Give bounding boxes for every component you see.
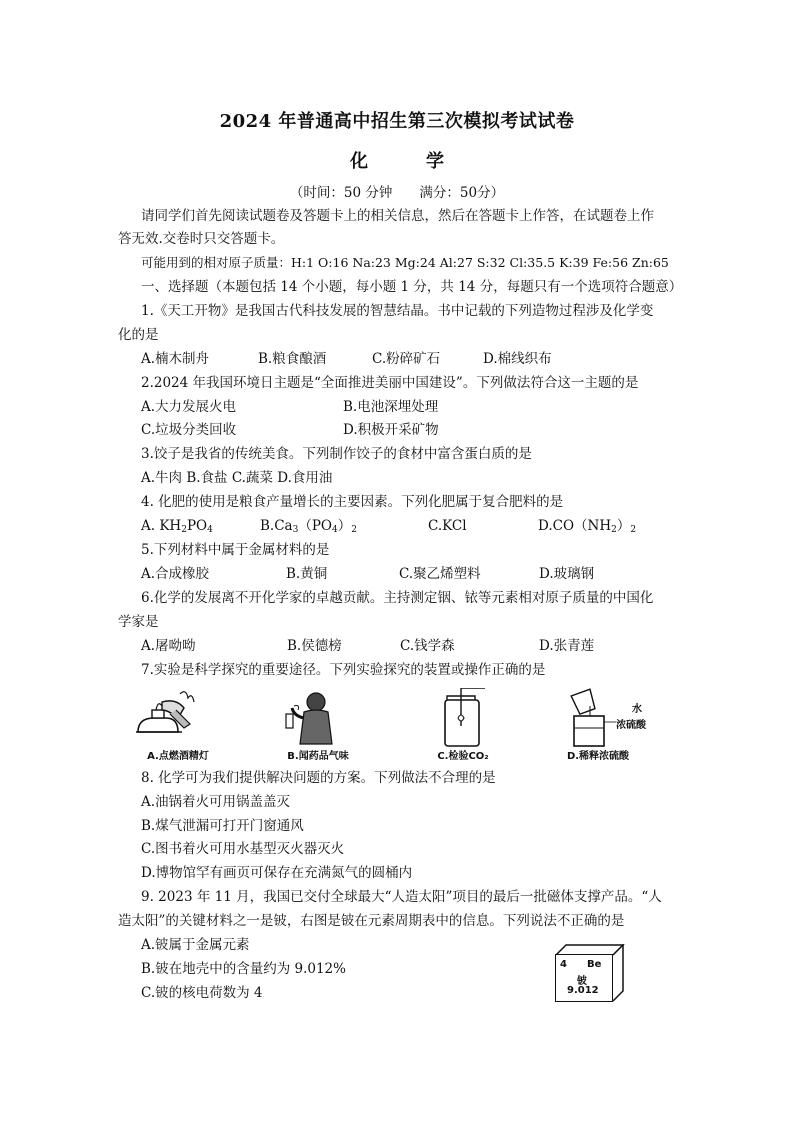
q5-option-c: C.聚乙烯塑料 xyxy=(399,566,481,582)
q5-stem: 5.下列材料中属于金属材料的是 xyxy=(141,542,330,558)
q1-option-b: B.粮食酿酒 xyxy=(258,351,327,367)
element-atomic-number: 4 xyxy=(560,959,567,970)
q6-option-c: C.钱学森 xyxy=(400,638,455,654)
q9-option-c: C.铍的核电荷数为 4 xyxy=(141,985,263,1001)
exam-title: 2024 年普通高中招生第三次模拟考试试卷 xyxy=(219,111,575,132)
q7-figure-b xyxy=(258,688,378,762)
q6-stem-line-2: 学家是 xyxy=(118,614,159,630)
q7-figure-c xyxy=(403,688,523,762)
q2-option-a: A.大力发展火电 xyxy=(141,399,237,415)
q4-a-text-1: A. KH xyxy=(141,518,182,534)
q4-d-sub-1: 2 xyxy=(611,525,617,535)
q8-stem: 8. 化学可为我们提供解决问题的方案。下列做法不合理的是 xyxy=(141,770,496,786)
q2-stem: 2.2024 年我国环境日主题是“全面推进美丽中国建设”。下列做法符合这一主题的是 xyxy=(141,375,639,391)
q7-figure-d xyxy=(538,688,658,762)
exam-meta: （时间：50 分钟 满分：50分） xyxy=(289,185,505,201)
subject-heading xyxy=(0,147,794,173)
q5-option-a: A.合成橡胶 xyxy=(141,566,210,582)
q1-option-d: D.棉线织布 xyxy=(483,351,552,367)
q4-b-text-3: ） xyxy=(337,518,352,534)
subject-char-1: 化 xyxy=(350,151,368,172)
q9-stem-line-1: 9. 2023 年 11 月，我国已交付全球最大“人造太阳”项目的最后一批磁体支撑产品。“人 xyxy=(141,889,662,905)
q4-d-text-2: ） xyxy=(616,518,631,534)
q7-caption-d: D.稀释浓硫酸 xyxy=(566,751,630,762)
q8-option-d: D.博物馆罕有画页可保存在充满氮气的圆桶内 xyxy=(141,865,413,881)
intro-line-2: 答无效.交卷时只交答题卡。 xyxy=(118,231,285,247)
q4-option-c: C.KCl xyxy=(428,518,467,534)
q4-b-sub-3: 2 xyxy=(351,525,357,535)
q4-d-sub-2: 2 xyxy=(630,525,637,535)
q1-stem-line-2: 化的是 xyxy=(118,327,159,343)
smelling-illustration xyxy=(258,688,378,748)
q1-stem-line-1: 1.《天工开物》是我国古代科技发展的智慧结晶。书中记载的下列造物过程涉及化学变 xyxy=(141,303,654,319)
q4-option-d xyxy=(538,516,636,540)
q2-option-d: D.积极开采矿物 xyxy=(343,422,439,438)
q8-option-b: B.煤气泄漏可打开门窗通风 xyxy=(141,818,304,834)
q4-option-a xyxy=(141,516,213,540)
q4-b-text-1: B.Ca xyxy=(260,518,293,534)
q9-option-a: A.铍属于金属元素 xyxy=(141,937,250,953)
q7-label-water: 水 xyxy=(632,704,642,715)
co2-test-illustration xyxy=(403,688,523,748)
q4-b-sub-1: 3 xyxy=(292,525,299,535)
q4-b-sub-2: 4 xyxy=(331,525,338,535)
beryllium-element-card xyxy=(555,944,625,1002)
q4-a-sub-1: 2 xyxy=(181,525,187,535)
q6-stem-line-1: 6.化学的发展离不开化学家的卓越贡献。主持测定铟、铱等元素相对原子质量的中国化 xyxy=(141,590,654,606)
q4-a-text-2: PO xyxy=(186,518,208,534)
q7-figure-a xyxy=(118,688,238,762)
q7-caption-c: C.检验CO₂ xyxy=(437,751,489,762)
q1-option-a: A.楠木制舟 xyxy=(141,351,210,367)
q6-option-b: B.侯德榜 xyxy=(287,638,342,654)
q8-option-c: C.图书着火可用水基型灭火器灭火 xyxy=(141,841,345,857)
q5-option-d: D.玻璃钢 xyxy=(539,566,595,582)
q1-option-c: C.粉碎矿石 xyxy=(372,351,441,367)
atomic-masses: 可能用到的相对原子质量：H:1 O:16 Na:23 Mg:24 Al:27 S:32 Cl:35.5 K:39 Fe:56 Zn:65 xyxy=(141,255,669,270)
q5-option-b: B.黄铜 xyxy=(286,566,328,582)
q9-option-b: B.铍在地壳中的含量约为 9.012% xyxy=(141,961,346,977)
subject-char-2: 学 xyxy=(426,151,444,172)
q4-b-text-2: （PO xyxy=(298,518,332,534)
q6-option-a: A.屠呦呦 xyxy=(141,638,196,654)
alcohol-lamp-illustration xyxy=(118,688,238,748)
q7-label-acid: 浓硫酸 xyxy=(616,720,646,731)
q4-option-b xyxy=(260,516,357,540)
q4-d-text-1: D.CO（NH xyxy=(538,518,612,534)
q3-stem: 3.饺子是我省的传统美食。下列制作饺子的食材中富含蛋白质的是 xyxy=(141,446,532,462)
element-name: 铍 xyxy=(577,976,587,987)
element-atomic-mass: 9.012 xyxy=(567,985,599,996)
q7-caption-a: A.点燃酒精灯 xyxy=(147,751,209,762)
q2-option-c: C.垃圾分类回收 xyxy=(141,422,237,438)
q7-stem: 7.实验是科学探究的重要途径。下列实验探究的装置或操作正确的是 xyxy=(141,662,546,678)
section-heading: 一、选择题（本题包括 14 个小题，每小题 1 分，共 14 分，每题只有一个选项符合题意） xyxy=(141,279,683,295)
element-symbol: Be xyxy=(587,959,602,970)
q2-option-b: B.电池深埋处理 xyxy=(343,399,439,415)
q6-option-d: D.张青莲 xyxy=(539,638,595,654)
q7-caption-b: B.闻药品气味 xyxy=(287,751,349,762)
q4-a-sub-2: 4 xyxy=(207,525,213,535)
q9-stem-line-2: 造太阳”的关键材料之一是铍，右图是铍在元素周期表中的信息。下列说法不正确的是 xyxy=(118,913,625,929)
q8-option-a: A.油锅着火可用锅盖盖灭 xyxy=(141,794,291,810)
q3-options: A.牛肉 B.食盐 C.蔬菜 D.食用油 xyxy=(141,470,333,486)
q7-figure-row xyxy=(118,688,658,762)
q4-stem: 4. 化肥的使用是粮食产量增长的主要因素。下列化肥属于复合肥料的是 xyxy=(141,494,564,510)
intro-line-1: 请同学们首先阅读试题卷及答题卡上的相关信息，然后在答题卡上作答，在试题卷上作 xyxy=(141,208,654,224)
